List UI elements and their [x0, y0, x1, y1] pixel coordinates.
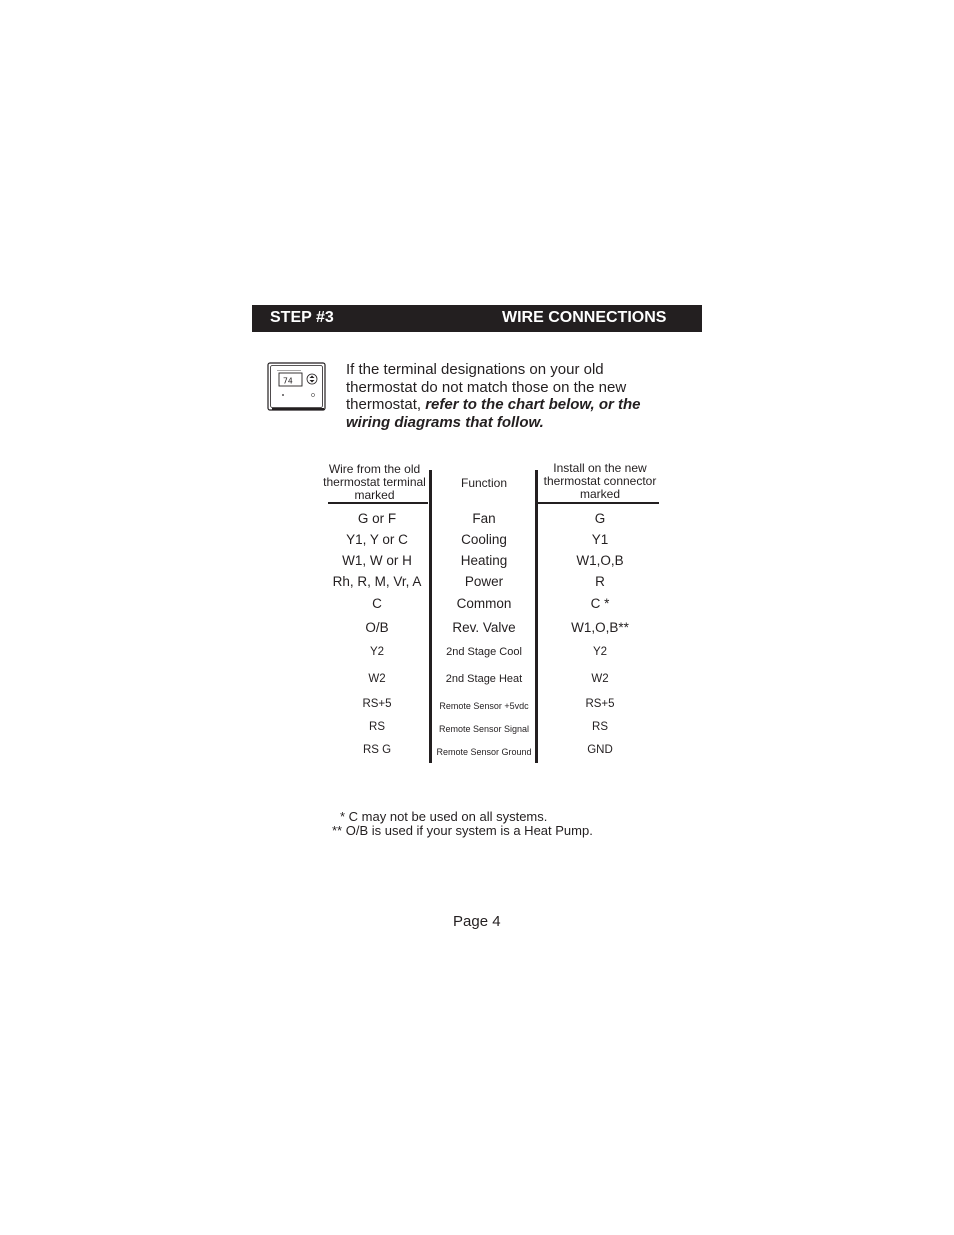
page-number: Page 4: [453, 913, 501, 930]
cell-new-connector: W1,O,B**: [571, 620, 629, 635]
cell-old-terminal: Y1, Y or C: [346, 532, 408, 547]
section-title: WIRE CONNECTIONS: [502, 309, 667, 326]
header-function: Function: [460, 476, 508, 490]
cell-function: Rev. Valve: [452, 620, 516, 635]
cell-old-terminal: Rh, R, M, Vr, A: [332, 574, 422, 589]
cell-function: Heating: [460, 553, 508, 568]
header-old-terminal: Wire from the old thermostat terminal marked: [323, 462, 426, 502]
cell-function: Cooling: [461, 532, 507, 547]
cell-old-terminal: RS G: [362, 744, 392, 756]
thermostat-icon: [267, 362, 327, 412]
header-underline: [328, 502, 428, 504]
cell-old-terminal: G or F: [357, 511, 397, 526]
cell-new-connector: Y2: [592, 646, 608, 658]
cell-new-connector: G: [594, 511, 606, 526]
intro-emphasis: refer to the chart below, or the wiring diagrams that follow.: [346, 396, 641, 431]
cell-function: Remote Sensor Ground: [436, 747, 532, 757]
footnote-heat-pump: ** O/B is used if your system is a Heat Pump.: [332, 823, 593, 838]
intro-text: If the terminal designations on your old thermostat do not match those on the new thermostat,: [346, 361, 627, 413]
cell-new-connector: GND: [587, 744, 613, 756]
step-label: STEP #3: [270, 309, 334, 326]
cell-new-connector: RS+5: [585, 698, 615, 710]
cell-new-connector: R: [595, 574, 605, 589]
cell-old-terminal: Y2: [369, 646, 385, 658]
cell-function: 2nd Stage Heat: [445, 673, 523, 685]
cell-new-connector: C *: [590, 596, 610, 611]
cell-old-terminal: W1, W or H: [342, 553, 412, 568]
cell-new-connector: W2: [591, 673, 609, 685]
cell-function: Fan: [472, 511, 496, 526]
svg-text:74: 74: [283, 376, 293, 386]
cell-new-connector: RS: [592, 721, 608, 733]
footnote-common: * C may not be used on all systems.: [340, 809, 548, 824]
column-divider: [535, 470, 538, 763]
cell-old-terminal: W2: [368, 673, 386, 685]
cell-new-connector: Y1: [591, 532, 609, 547]
header-underline: [538, 502, 659, 504]
cell-old-terminal: O/B: [365, 620, 389, 635]
cell-function: 2nd Stage Cool: [446, 646, 522, 658]
footnotes: [332, 810, 593, 838]
cell-old-terminal: C: [372, 596, 382, 611]
cell-function: Power: [464, 574, 504, 589]
intro-paragraph: [346, 361, 676, 431]
cell-function: Remote Sensor +5vdc: [439, 701, 529, 711]
cell-function: Common: [456, 596, 512, 611]
cell-new-connector: W1,O,B: [576, 553, 624, 568]
column-divider: [429, 470, 432, 763]
header-new-connector: Install on the new thermostat connector marked: [543, 461, 657, 501]
cell-old-terminal: RS: [369, 721, 385, 733]
cell-old-terminal: RS+5: [362, 698, 392, 710]
section-header: [252, 305, 702, 332]
cell-function: Remote Sensor Signal: [438, 724, 530, 734]
